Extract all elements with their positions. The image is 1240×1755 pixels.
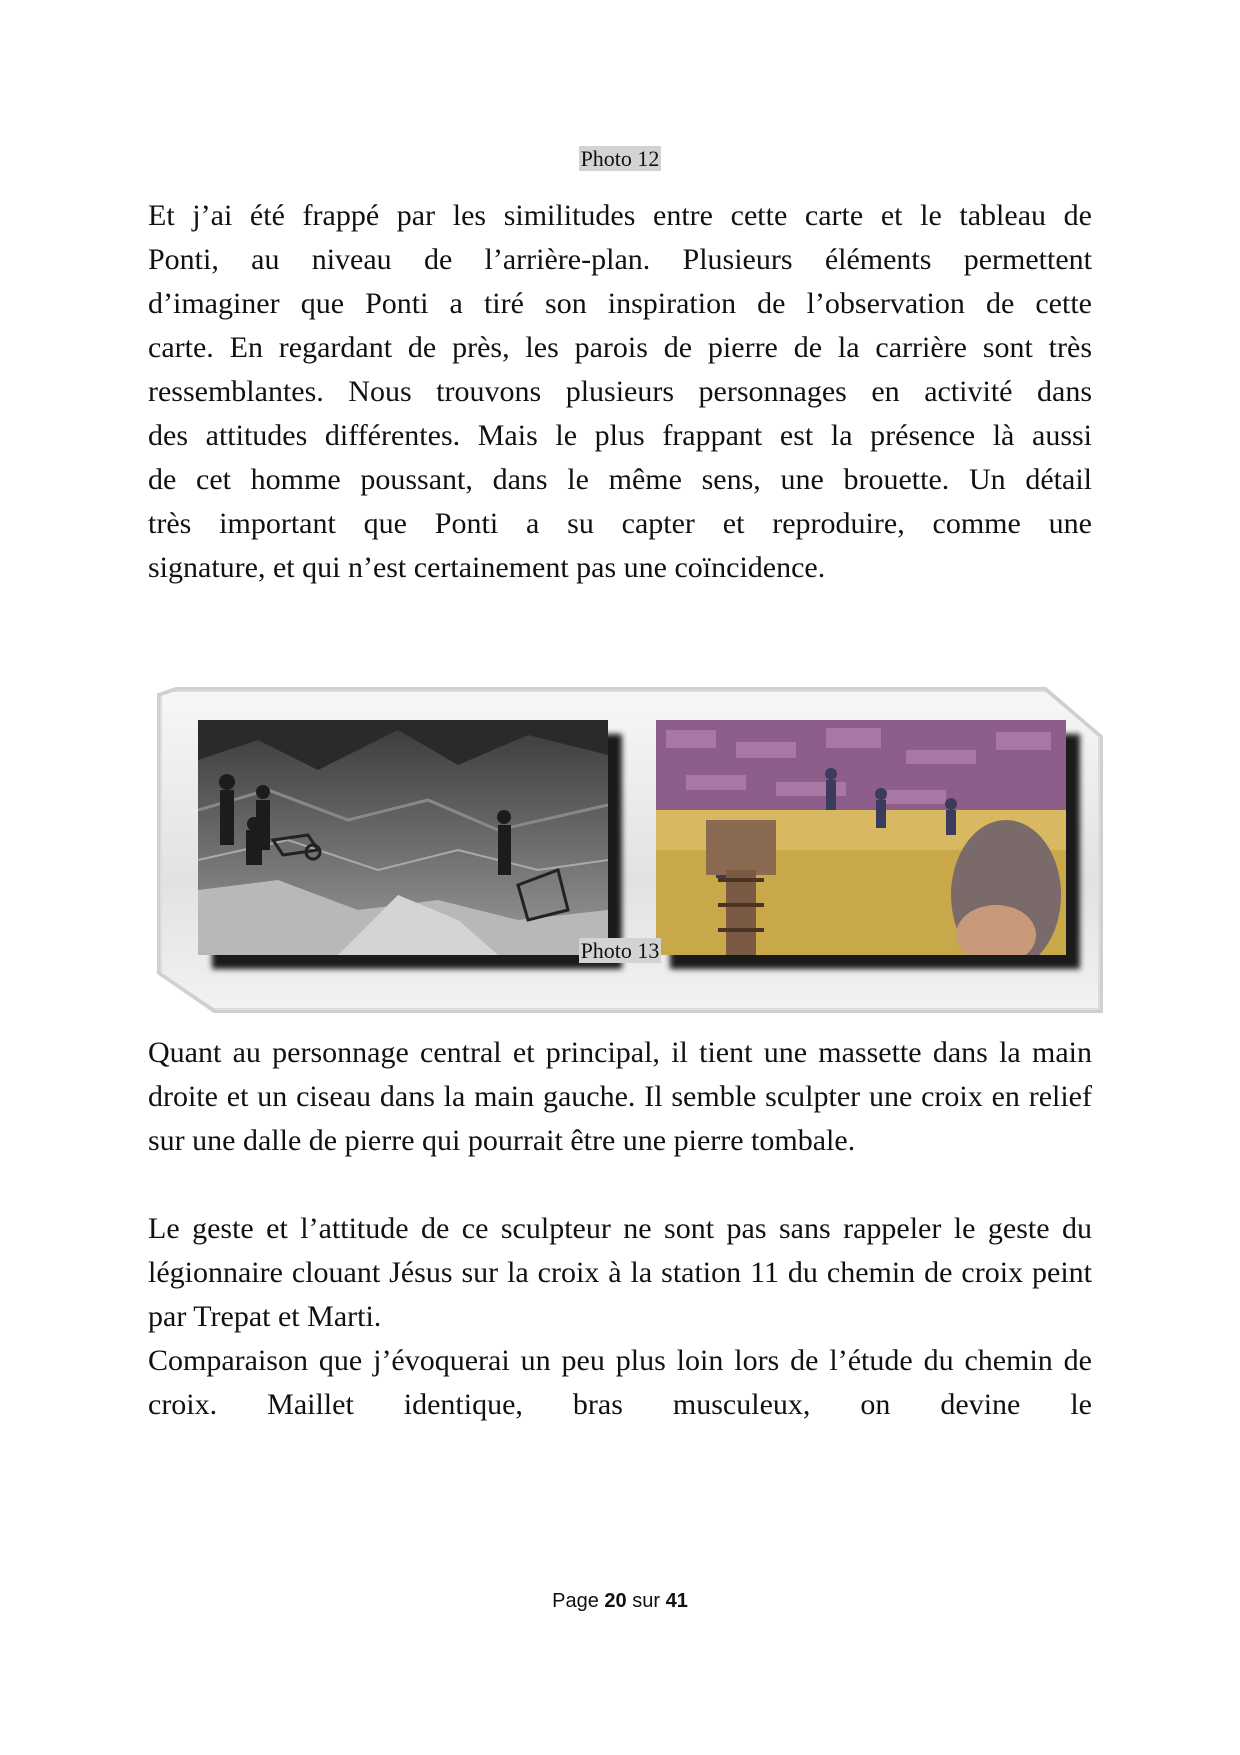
paragraph-3: Le geste et l’attitude de ce sculpteur ne sont pas sans rappeler le geste du légionnaire clouant Jésus sur la croix à la station 11 du chemin de croix peint par Trepat et Marti.: [148, 1212, 1092, 1333]
footer-of-label: sur: [632, 1590, 661, 1612]
quarry-postcard-photo: [198, 720, 608, 955]
paragraph-1-line: ressemblantes. Nous trouvons plusieurs personnages en activité dans: [148, 375, 1092, 408]
paragraph-1-line: signature, et qui n’est certainement pas une coïncidence.: [148, 551, 826, 584]
paragraph-1-line: des attitudes différentes. Mais le plus frappant est la présence là aussi: [148, 419, 1092, 452]
paragraph-1-line: d’imaginer que Ponti a tiré son inspiration de l’observation de cette: [148, 287, 1092, 320]
photo-13-caption-text: Photo 13: [580, 938, 660, 963]
photo-12-caption: [0, 145, 1240, 173]
ponti-painting-detail: [656, 720, 1066, 955]
footer-current-page: 20: [604, 1590, 627, 1612]
page-footer: [0, 1590, 1240, 1613]
footer-page-label: Page: [552, 1590, 599, 1612]
photo-13-caption: [0, 937, 1240, 965]
paragraph-2: Quant au personnage central et principal, il tient une massette dans la main droite et un ciseau dans la main gauche. Il semble sculpter une croix en relief sur une dalle de pierre qui pourrait être une pierre tombale.: [148, 1036, 1092, 1157]
paragraph-1-line: très important que Ponti a su capter et reproduire, comme une: [148, 507, 1092, 540]
paragraph-1-line: carte. En regardant de près, les parois de pierre de la carrière sont très: [148, 331, 1092, 364]
paragraph-1-line: de cet homme poussant, dans le même sens, une brouette. Un détail: [148, 463, 1092, 496]
paragraph-4: Comparaison que j’évoquerai un peu plus loin lors de l’étude du chemin de croix. Maillet identique, bras musculeux, on devine le: [148, 1344, 1092, 1421]
paragraph-1-line: Et j’ai été frappé par les similitudes entre cette carte et le tableau de: [148, 199, 1092, 232]
footer-total-pages: 41: [665, 1590, 688, 1612]
photo-12-caption-text: Photo 12: [580, 146, 660, 171]
paragraph-1-line: Ponti, au niveau de l’arrière-plan. Plusieurs éléments permettent: [148, 243, 1092, 276]
